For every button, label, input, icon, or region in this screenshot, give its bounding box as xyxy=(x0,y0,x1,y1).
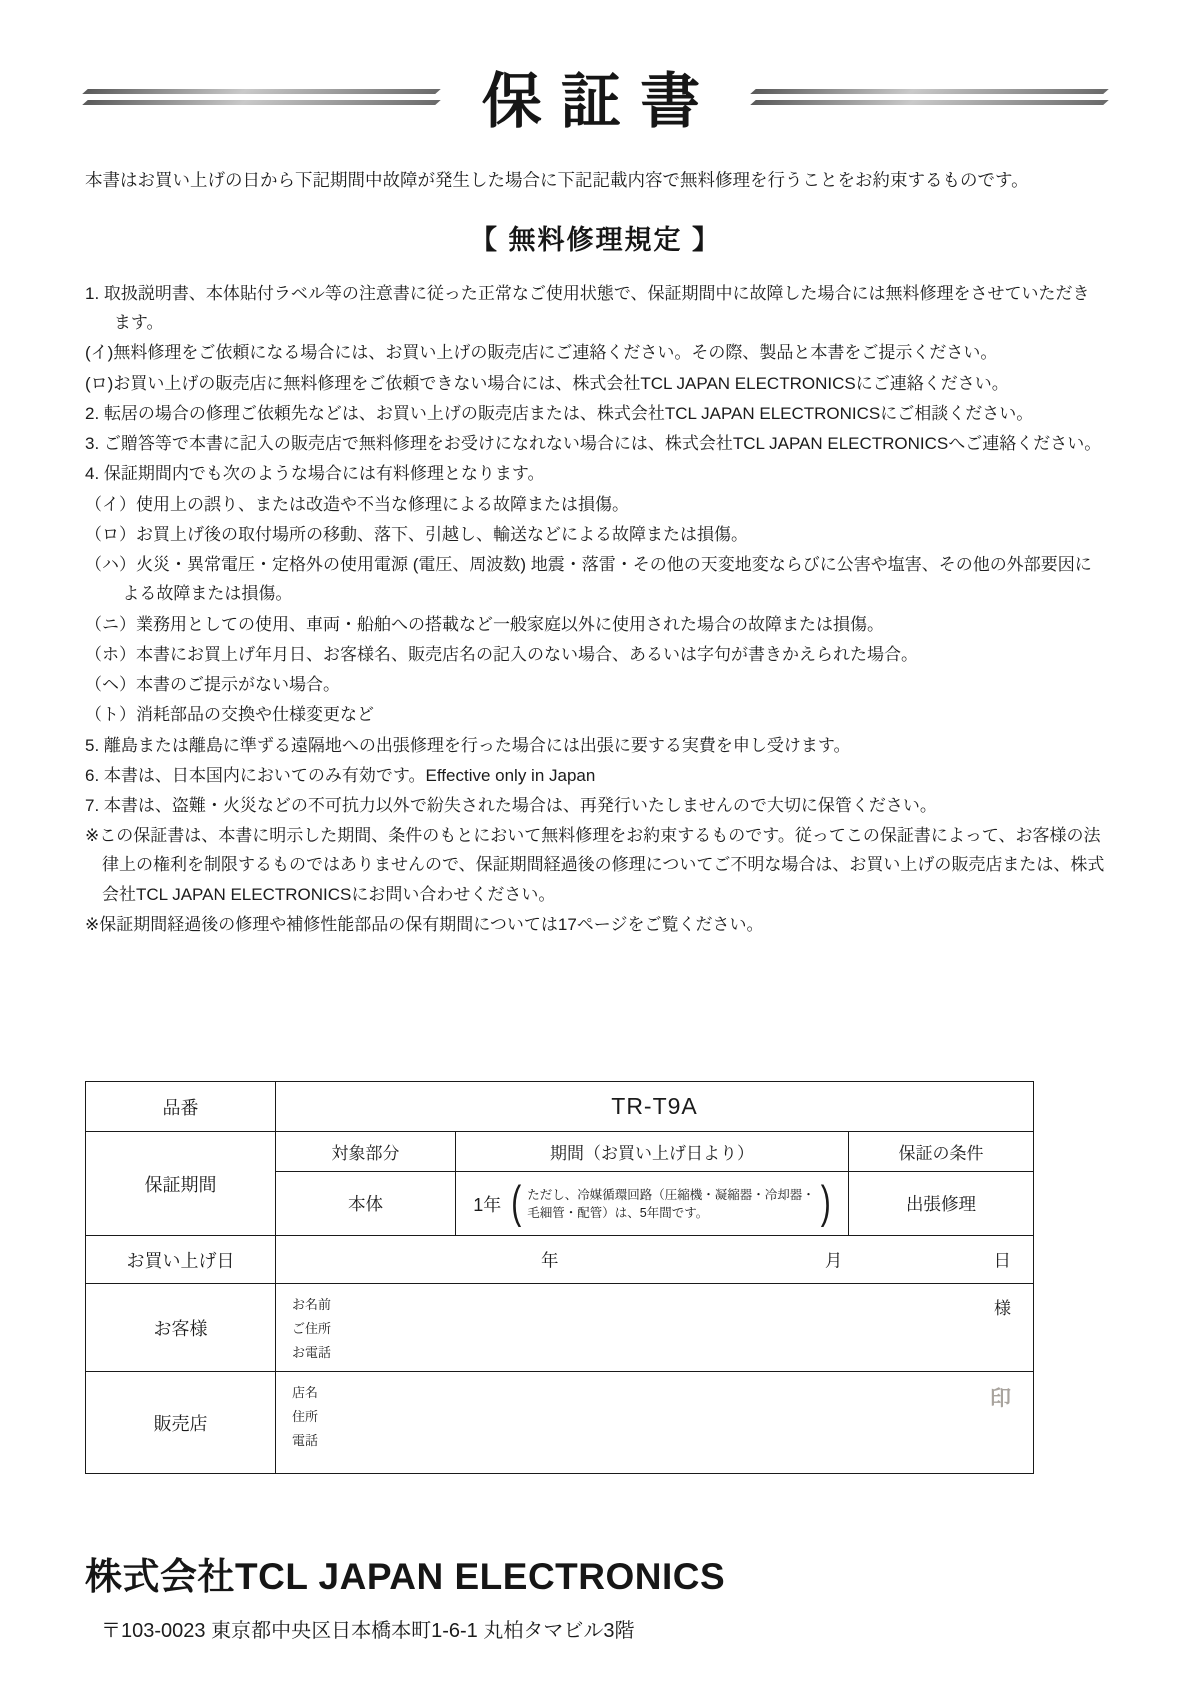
warranty-period-label: 保証期間 xyxy=(86,1132,276,1236)
terms-list xyxy=(85,279,1106,939)
dealer-label: 販売店 xyxy=(86,1372,276,1474)
period-note-line1: ただし、冷媒循環回路（圧縮機・凝縮器・冷却器・ xyxy=(527,1187,815,1202)
period-value: 1年 xyxy=(473,1194,502,1215)
customer-fields-cell xyxy=(276,1284,1034,1372)
term-note-2: ※保証期間経過後の修理や補修性能部品の保有期間については17ページをご覧ください。 xyxy=(85,914,764,934)
term-item-1: 1. 取扱説明書、本体貼付ラベル等の注意書に従った正常なご使用状態で、保証期間中に故障した場合には無料修理をさせていただきます。 xyxy=(85,284,1090,333)
customer-phone-label: お電話 xyxy=(292,1345,332,1361)
warranty-table xyxy=(85,1081,1034,1474)
note-paren-open: ( xyxy=(511,1178,522,1228)
dealer-field-labels xyxy=(276,1372,1033,1453)
term-item-4-he: （ヘ）本書のご提示がない場合。 xyxy=(85,675,340,695)
purchase-date-label: お買い上げ日 xyxy=(86,1236,276,1284)
term-item-4-to: （ト）消耗部品の交換や仕様変更など xyxy=(85,705,374,725)
note-paren-close: ) xyxy=(820,1178,831,1228)
customer-honorific: 様 xyxy=(994,1299,1012,1319)
dealer-address-label: 住所 xyxy=(292,1409,319,1425)
customer-label: お客様 xyxy=(86,1284,276,1372)
intro-text: 本書はお買い上げの日から下記期間中故障が発生した場合に下記記載内容で無料修理を行うことをお約束するものです。 xyxy=(85,170,1029,190)
dealer-name-label: 店名 xyxy=(292,1385,319,1401)
term-item-7: 7. 本書は、盗難・火災などの不可抗力以外で紛失された場合は、再発行いたしませんので大切に保管ください。 xyxy=(85,795,937,815)
target-part-value: 本体 xyxy=(276,1172,456,1236)
period-value-cell xyxy=(456,1172,849,1236)
term-item-4: 4. 保証期間内でも次のような場合には有料修理となります。 xyxy=(85,464,545,484)
model-number-value: TR-T9A xyxy=(276,1082,1034,1132)
title-decoration-right xyxy=(753,89,1106,105)
purchase-date-row xyxy=(86,1236,1034,1284)
date-unit-year: 年 xyxy=(540,1250,559,1271)
period-header: 期間（お買い上げ日より） xyxy=(456,1132,849,1172)
term-item-1-ro: (ロ)お買い上げの販売店に無料修理をご依頼できない場合には、株式会社TCL JAPAN ELECTRONICSにご連絡ください。 xyxy=(85,373,1009,393)
term-item-2: 2. 転居の場合の修理ご依頼先などは、お買い上げの販売店または、株式会社TCL JAPAN ELECTRONICSにご相談ください。 xyxy=(85,403,1034,423)
period-note-line2: 毛細管・配管）は、5年間です。 xyxy=(527,1205,709,1220)
term-item-4-ho: （ホ）本書にお買上げ年月日、お客様名、販売店名の記入のない場合、あるいは字句が書きかえられた場合。 xyxy=(85,644,918,664)
customer-name-label: お名前 xyxy=(292,1297,332,1313)
seal-mark: 印 xyxy=(990,1387,1012,1411)
term-item-4-i: （イ）使用上の誤り、または改造や不当な修理による故障または損傷。 xyxy=(85,494,629,514)
customer-address-label: ご住所 xyxy=(292,1321,332,1337)
page-title: 保証書 xyxy=(481,68,720,135)
term-note-1: ※この保証書は、本書に明示した期間、条件のもとにおいて無料修理をお約束するものです。従ってこの保証書によって、お客様の法律上の権利を制限するものではありませんので、保証期間経過後の修理についてご不明な場合は、お買い上げの販売店または、株式会社TCL JAPAN ELECTRONICSにお問い合わせください。 xyxy=(85,826,1105,904)
condition-header: 保証の条件 xyxy=(849,1132,1034,1172)
term-item-5: 5. 離島または離島に準ずる遠隔地への出張修理を行った場合には出張に要する実費を申し受けます。 xyxy=(85,735,851,755)
company-address: 〒103-0023 東京都中央区日本橋本町1-6-1 丸柏タマビル3階 xyxy=(101,1620,635,1643)
condition-value: 出張修理 xyxy=(849,1172,1034,1236)
company-name: 株式会社TCL JAPAN ELECTRONICS xyxy=(85,1556,726,1598)
term-item-1-i: (イ)無料修理をご依頼になる場合には、お買い上げの販売店にご連絡ください。その際、製品と本書をご提示ください。 xyxy=(85,343,998,363)
title-row xyxy=(85,54,1106,140)
dealer-row xyxy=(86,1372,1034,1474)
model-number-row xyxy=(86,1082,1034,1132)
warranty-period-header-row xyxy=(86,1132,1034,1172)
term-item-4-ni: （ニ）業務用としての使用、車両・船舶への搭載など一般家庭以外に使用された場合の故障または損傷。 xyxy=(85,614,884,634)
term-item-3: 3. ご贈答等で本書に記入の販売店で無料修理をお受けになれない場合には、株式会社TCL JAPAN ELECTRONICSへご連絡ください。 xyxy=(85,434,1102,454)
model-number-label: 品番 xyxy=(86,1082,276,1132)
date-unit-day: 日 xyxy=(993,1250,1012,1271)
footer xyxy=(85,1546,1106,1643)
term-item-6: 6. 本書は、日本国内においてのみ有効です。Effective only in Japan xyxy=(85,765,596,785)
dealer-fields-cell xyxy=(276,1372,1034,1474)
purchase-date-blank xyxy=(276,1236,1034,1284)
target-part-header: 対象部分 xyxy=(276,1132,456,1172)
dealer-phone-label: 電話 xyxy=(292,1433,319,1449)
date-unit-month: 月 xyxy=(824,1250,843,1271)
customer-field-labels xyxy=(276,1284,1033,1365)
term-item-4-ro: （ロ）お買上げ後の取付場所の移動、落下、引越し、輸送などによる故障または損傷。 xyxy=(85,524,748,544)
title-decoration-left xyxy=(85,89,438,105)
period-note xyxy=(527,1186,815,1222)
section-heading: 【 無料修理規定 】 xyxy=(469,225,721,255)
customer-row xyxy=(86,1284,1034,1372)
term-item-4-ha: （ハ）火災・異常電圧・定格外の使用電源 (電圧、周波数) 地震・落雷・その他の天変地変ならびに公害や塩害、その他の外部要因による故障または損傷。 xyxy=(85,555,1092,604)
